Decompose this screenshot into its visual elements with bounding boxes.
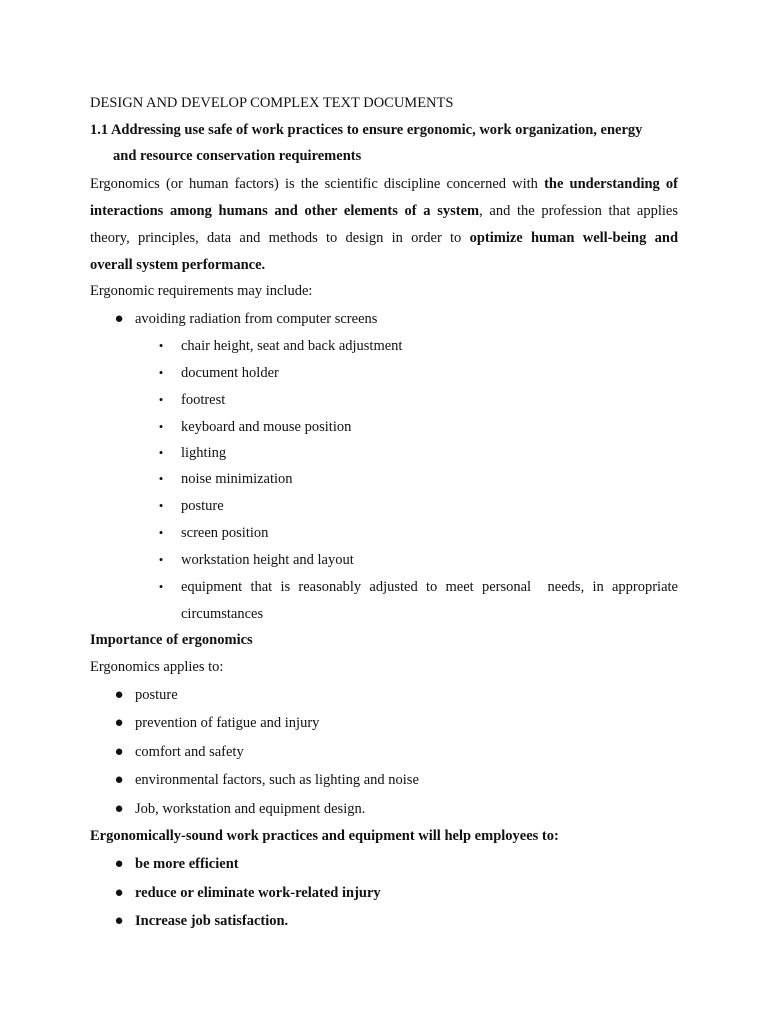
benefit-item: Increase job satisfaction.	[135, 913, 289, 929]
applies-item: comfort and safety	[135, 744, 244, 760]
bullet-icon: •	[158, 445, 164, 460]
bullet-icon: •	[158, 579, 164, 594]
requirement-sub-item: keyboard and mouse position	[181, 419, 352, 435]
intro-bold-text: interactions among humans and other elements of a system	[90, 203, 480, 219]
requirement-sub-item: lighting	[181, 445, 227, 461]
benefit-item: reduce or eliminate work-related injury	[135, 885, 381, 901]
bullet-icon: •	[158, 392, 164, 407]
requirement-sub-item: chair height, seat and back adjustment	[181, 338, 403, 354]
requirement-sub-item-continued: circumstances	[181, 606, 264, 622]
intro-bold-text: optimize human well-being and	[469, 230, 679, 246]
bullet-icon: ●	[114, 856, 124, 872]
bullet-icon: •	[158, 419, 164, 434]
applies-item: prevention of fatigue and injury	[135, 715, 320, 731]
applies-item: Job, workstation and equipment design.	[135, 801, 366, 817]
intro-bold-text: the understanding of	[544, 176, 678, 192]
intro-text: theory, principles, data and methods to design in order to	[90, 230, 470, 246]
requirement-sub-item: noise minimization	[181, 471, 293, 487]
section-heading-1-1-line2: and resource conservation requirements	[113, 148, 362, 164]
requirement-sub-item: posture	[181, 498, 224, 514]
bullet-icon: •	[158, 525, 164, 540]
intro-text: , and the profession that applies	[479, 203, 678, 219]
bullet-icon: ●	[114, 913, 124, 929]
bullet-icon: •	[158, 498, 164, 513]
benefits-heading: Ergonomically-sound work practices and equipment will help employees to:	[90, 828, 559, 844]
bullet-icon: ●	[114, 687, 124, 703]
bullet-icon: •	[158, 365, 164, 380]
bullet-icon: ●	[114, 715, 124, 731]
requirement-sub-item: footrest	[181, 392, 226, 408]
section-heading-1-1-line1: 1.1 Addressing use safe of work practices to ensure ergonomic, work organization, energy	[90, 122, 643, 138]
requirement-sub-item: workstation height and layout	[181, 552, 354, 568]
importance-heading: Importance of ergonomics	[90, 632, 253, 648]
bullet-icon: ●	[114, 772, 124, 788]
bullet-icon: •	[158, 471, 164, 486]
intro-paragraph-line2	[90, 202, 678, 220]
requirement-item: avoiding radiation from computer screens	[135, 311, 378, 327]
intro-text: Ergonomics (or human factors) is the scientific discipline concerned with	[90, 176, 545, 192]
applies-item: posture	[135, 687, 178, 703]
requirement-sub-item: screen position	[181, 525, 269, 541]
document-title: DESIGN AND DEVELOP COMPLEX TEXT DOCUMENTS	[90, 95, 454, 111]
bullet-icon: ●	[114, 801, 124, 817]
intro-paragraph-line3	[90, 229, 678, 247]
benefit-item: be more efficient	[135, 856, 239, 872]
intro-paragraph-line4: overall system performance.	[90, 257, 266, 273]
bullet-icon: •	[158, 338, 164, 353]
requirements-intro: Ergonomic requirements may include:	[90, 283, 313, 299]
applies-intro: Ergonomics applies to:	[90, 659, 224, 675]
requirement-sub-item: document holder	[181, 365, 279, 381]
bullet-icon: ●	[114, 885, 124, 901]
bullet-icon: ●	[114, 311, 124, 327]
bullet-icon: •	[158, 552, 164, 567]
applies-item: environmental factors, such as lighting and noise	[135, 772, 419, 788]
bullet-icon: ●	[114, 744, 124, 760]
requirement-sub-item: equipment that is reasonably adjusted to meet personal needs, in appropriate	[181, 579, 678, 595]
intro-paragraph-line1	[90, 175, 678, 193]
